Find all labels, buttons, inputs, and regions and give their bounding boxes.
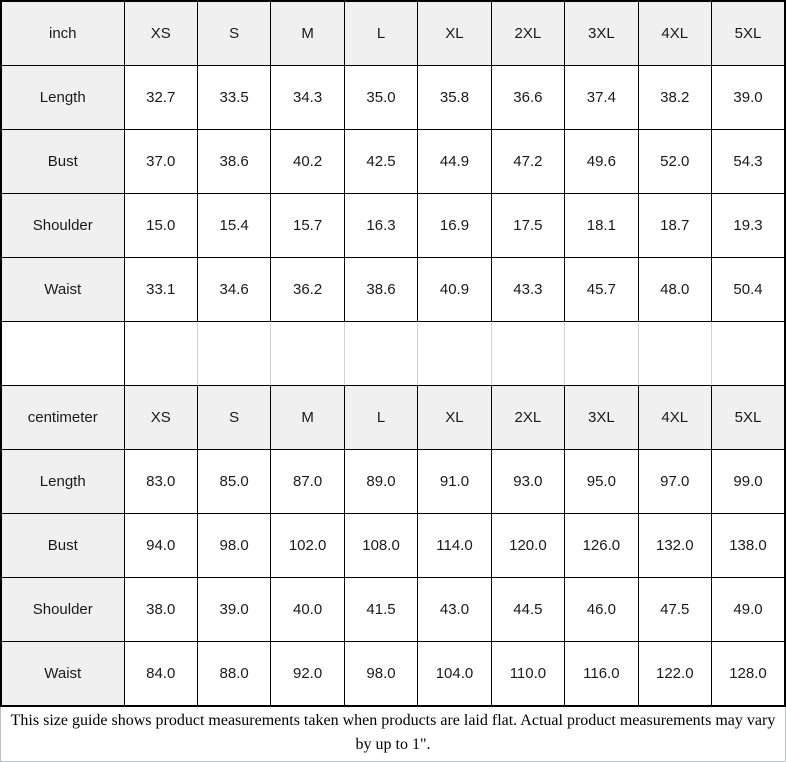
unit-cell: inch [1, 1, 124, 66]
value-cell: 132.0 [638, 514, 711, 578]
cm-header-row [1, 386, 785, 450]
value-cell: 114.0 [418, 514, 491, 578]
value-cell: 44.5 [491, 578, 564, 642]
value-cell: 17.5 [491, 194, 564, 258]
value-cell: 128.0 [712, 642, 786, 707]
value-cell: 98.0 [344, 642, 417, 707]
value-cell: 37.4 [565, 66, 638, 130]
size-header-cell: 5XL [712, 1, 786, 66]
size-header-cell: L [344, 1, 417, 66]
table-row [1, 130, 785, 194]
value-cell: 38.0 [124, 578, 197, 642]
value-cell: 49.6 [565, 130, 638, 194]
value-cell: 85.0 [197, 450, 270, 514]
value-cell: 40.0 [271, 578, 344, 642]
value-cell: 104.0 [418, 642, 491, 707]
row-label-cell: Waist [1, 258, 124, 322]
value-cell: 95.0 [565, 450, 638, 514]
value-cell: 49.0 [712, 578, 786, 642]
row-label-cell: Bust [1, 514, 124, 578]
value-cell: 34.6 [197, 258, 270, 322]
value-cell: 47.5 [638, 578, 711, 642]
row-label-cell: Waist [1, 642, 124, 707]
size-header-cell: M [271, 386, 344, 450]
table-row [1, 194, 785, 258]
size-header-cell: XS [124, 1, 197, 66]
value-cell: 35.0 [344, 66, 417, 130]
value-cell: 46.0 [565, 578, 638, 642]
value-cell: 116.0 [565, 642, 638, 707]
value-cell: 32.7 [124, 66, 197, 130]
size-guide-note-text: This size guide shows product measurements taken when products are laid flat. Actual product measurements may vary by up to 1". [10, 712, 776, 753]
value-cell: 15.0 [124, 194, 197, 258]
size-header-cell: XL [418, 386, 491, 450]
size-header-cell: 3XL [565, 1, 638, 66]
value-cell: 126.0 [565, 514, 638, 578]
table-row [1, 450, 785, 514]
size-header-cell: 2XL [491, 386, 564, 450]
size-header-cell: S [197, 386, 270, 450]
value-cell: 38.2 [638, 66, 711, 130]
row-label-cell: Length [1, 66, 124, 130]
value-cell: 15.7 [271, 194, 344, 258]
value-cell: 84.0 [124, 642, 197, 707]
value-cell: 98.0 [197, 514, 270, 578]
size-header-cell: 4XL [638, 386, 711, 450]
size-guide-note [0, 707, 786, 762]
value-cell: 48.0 [638, 258, 711, 322]
value-cell: 43.0 [418, 578, 491, 642]
value-cell: 39.0 [712, 66, 786, 130]
value-cell: 89.0 [344, 450, 417, 514]
spacer-row [1, 322, 785, 386]
value-cell: 38.6 [344, 258, 417, 322]
row-label-cell: Shoulder [1, 194, 124, 258]
unit-cell: centimeter [1, 386, 124, 450]
value-cell: 83.0 [124, 450, 197, 514]
value-cell: 37.0 [124, 130, 197, 194]
size-header-cell: M [271, 1, 344, 66]
value-cell: 38.6 [197, 130, 270, 194]
row-label-cell: Shoulder [1, 578, 124, 642]
size-header-cell: L [344, 386, 417, 450]
size-header-cell: XL [418, 1, 491, 66]
value-cell: 42.5 [344, 130, 417, 194]
value-cell: 92.0 [271, 642, 344, 707]
size-header-cell: 3XL [565, 386, 638, 450]
value-cell: 54.3 [712, 130, 786, 194]
spacer-cell [418, 322, 491, 386]
size-header-cell: 4XL [638, 1, 711, 66]
value-cell: 45.7 [565, 258, 638, 322]
size-header-cell: 2XL [491, 1, 564, 66]
value-cell: 16.3 [344, 194, 417, 258]
value-cell: 36.6 [491, 66, 564, 130]
table-row [1, 642, 785, 707]
table-row [1, 514, 785, 578]
spacer-cell [124, 322, 197, 386]
value-cell: 97.0 [638, 450, 711, 514]
row-label-cell: Bust [1, 130, 124, 194]
value-cell: 94.0 [124, 514, 197, 578]
value-cell: 120.0 [491, 514, 564, 578]
table-row [1, 578, 785, 642]
spacer-cell [344, 322, 417, 386]
value-cell: 52.0 [638, 130, 711, 194]
size-header-cell: 5XL [712, 386, 786, 450]
value-cell: 16.9 [418, 194, 491, 258]
value-cell: 34.3 [271, 66, 344, 130]
value-cell: 18.7 [638, 194, 711, 258]
size-header-cell: S [197, 1, 270, 66]
value-cell: 33.1 [124, 258, 197, 322]
value-cell: 33.5 [197, 66, 270, 130]
value-cell: 43.3 [491, 258, 564, 322]
value-cell: 91.0 [418, 450, 491, 514]
value-cell: 102.0 [271, 514, 344, 578]
spacer-cell [1, 322, 124, 386]
value-cell: 40.2 [271, 130, 344, 194]
value-cell: 18.1 [565, 194, 638, 258]
value-cell: 40.9 [418, 258, 491, 322]
row-label-cell: Length [1, 450, 124, 514]
value-cell: 35.8 [418, 66, 491, 130]
value-cell: 138.0 [712, 514, 786, 578]
value-cell: 99.0 [712, 450, 786, 514]
table-row [1, 66, 785, 130]
value-cell: 39.0 [197, 578, 270, 642]
spacer-cell [491, 322, 564, 386]
spacer-cell [271, 322, 344, 386]
value-cell: 87.0 [271, 450, 344, 514]
value-cell: 41.5 [344, 578, 417, 642]
size-header-cell: XS [124, 386, 197, 450]
value-cell: 88.0 [197, 642, 270, 707]
value-cell: 110.0 [491, 642, 564, 707]
value-cell: 47.2 [491, 130, 564, 194]
value-cell: 19.3 [712, 194, 786, 258]
value-cell: 108.0 [344, 514, 417, 578]
spacer-cell [197, 322, 270, 386]
spacer-cell [565, 322, 638, 386]
spacer-cell [638, 322, 711, 386]
value-cell: 15.4 [197, 194, 270, 258]
inch-header-row [1, 1, 785, 66]
value-cell: 122.0 [638, 642, 711, 707]
spacer-cell [712, 322, 786, 386]
value-cell: 50.4 [712, 258, 786, 322]
value-cell: 36.2 [271, 258, 344, 322]
table-row [1, 258, 785, 322]
value-cell: 93.0 [491, 450, 564, 514]
value-cell: 44.9 [418, 130, 491, 194]
